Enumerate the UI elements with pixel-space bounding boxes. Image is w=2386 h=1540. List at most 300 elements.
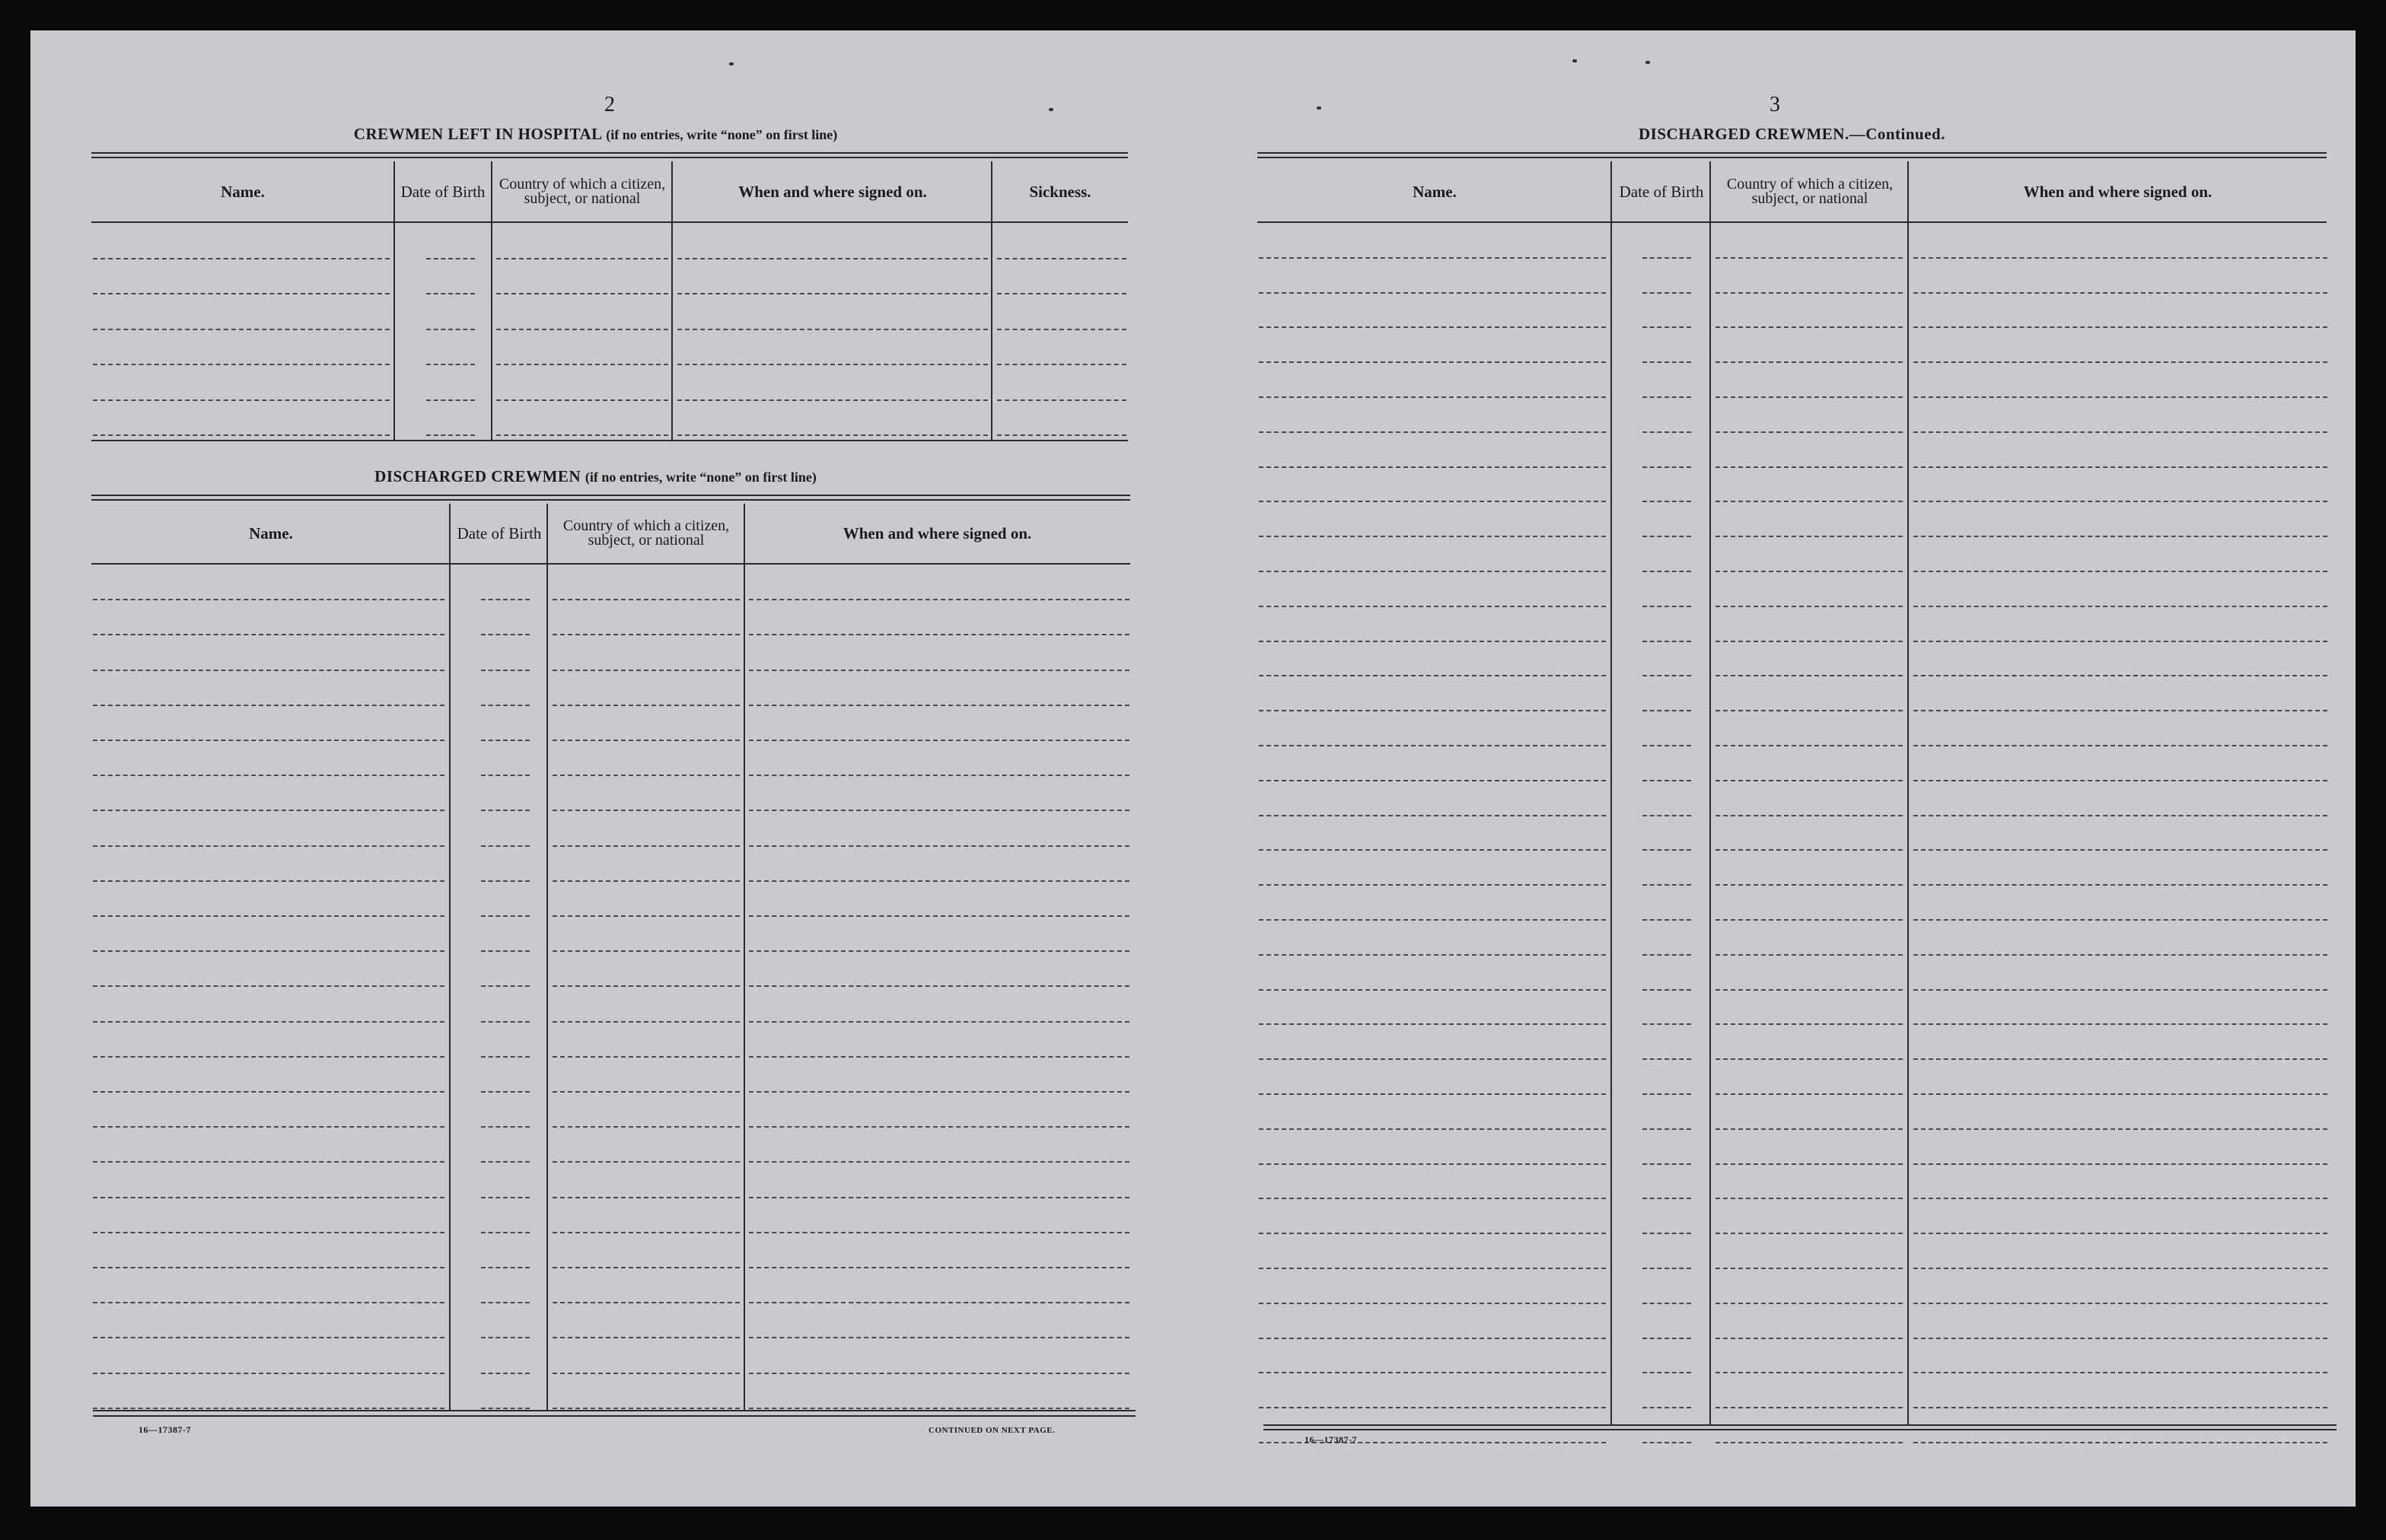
blank-entry-line [553,1373,740,1374]
blank-entry-line [1913,780,2327,781]
blank-entry-line [1715,815,1903,816]
column-divider [1610,161,1612,1424]
blank-entry-line [1259,606,1606,607]
blank-entry-line [93,1197,444,1198]
blank-entry-line [749,1197,1129,1198]
blank-entry-line [749,1126,1129,1128]
blank-entry-line [496,329,668,330]
blank-entry-line [553,1126,740,1128]
blank-entry-line [677,293,988,294]
blank-entry-line [1913,326,2327,328]
blank-entry-line [93,399,390,401]
blank-entry-line [1642,431,1691,433]
blank-entry-line [481,599,530,600]
blank-entry-line [1259,1058,1606,1060]
blank-entry-line [1913,710,2327,711]
rule [91,221,1128,223]
blank-entry-line [1642,466,1691,468]
blank-entry-line [1913,815,2327,816]
blank-entry-line [1259,1407,1606,1408]
blank-entry-line [1913,396,2327,398]
blank-entry-line [481,1161,530,1163]
blank-entry-line [1259,641,1606,642]
blank-entry-line [481,670,530,671]
blank-entry-line [93,775,444,776]
blank-entry-line [481,950,530,952]
blank-entry-line [481,1337,530,1338]
column-header-name: Name. [1413,183,1457,201]
blank-entry-line [1715,710,1903,711]
blank-entry-line [749,985,1129,987]
blank-entry-line [93,845,444,847]
blank-entry-line [1715,571,1903,572]
blank-entry-line [1259,1233,1606,1234]
blank-entry-line [93,599,444,600]
blank-entry-line [93,1337,444,1338]
speck [1049,108,1053,111]
blank-entry-line [1259,1372,1606,1373]
rule [93,1410,1136,1411]
blank-entry-line [93,1091,444,1093]
blank-entry-line [1642,849,1691,851]
blank-entry-line [481,1197,530,1198]
blank-entry-line [553,740,740,741]
blank-entry-line [1259,884,1606,886]
blank-entry-line [481,1232,530,1233]
blank-entry-line [1715,1058,1903,1060]
blank-entry-line [553,599,740,600]
blank-entry-line [1913,849,2327,851]
blank-entry-line [1642,1372,1691,1373]
blank-entry-line [749,1056,1129,1058]
blank-entry-line [677,329,988,330]
blank-entry-line [481,915,530,917]
blank-entry-line [1642,1198,1691,1199]
blank-entry-line [997,293,1126,294]
blank-entry-line [749,880,1129,882]
rule [1263,1429,2337,1430]
blank-entry-line [1913,431,2327,433]
blank-entry-line [553,670,740,671]
blank-entry-line [1715,361,1903,363]
blank-entry-line [1259,1303,1606,1304]
blank-entry-line [749,950,1129,952]
blank-entry-line [93,1267,444,1268]
blank-entry-line [481,985,530,987]
blank-entry-line [426,329,475,330]
blank-entry-line [93,1232,444,1233]
blank-entry-line [93,670,444,671]
blank-entry-line [553,1021,740,1023]
blank-entry-line [93,364,390,365]
blank-entry-line [997,399,1126,401]
blank-entry-line [1715,257,1903,259]
blank-entry-line [1259,989,1606,991]
blank-entry-line [1259,571,1606,572]
blank-entry-line [1642,745,1691,746]
blank-entry-line [749,634,1129,635]
blank-entry-line [481,1408,530,1409]
column-header-date-of-birth: Date of Birth [1619,183,1704,201]
blank-entry-line [1642,1407,1691,1408]
blank-entry-line [1715,1198,1903,1199]
blank-entry-line [93,1408,444,1409]
blank-entry-line [677,258,988,259]
blank-entry-line [1715,1303,1903,1304]
blank-entry-line [1259,361,1606,363]
blank-entry-line [1913,361,2327,363]
blank-entry-line [1642,1163,1691,1165]
blank-entry-line [1913,884,2327,886]
page-number-left: 2 [604,93,615,116]
blank-entry-line [749,1091,1129,1093]
blank-entry-line [481,1302,530,1303]
blank-entry-line [1913,257,2327,259]
blank-entry-line [1259,1023,1606,1025]
blank-entry-line [1715,1023,1903,1025]
blank-entry-line [93,634,444,635]
column-divider [1907,161,1909,1424]
blank-entry-line [1259,815,1606,816]
blank-entry-line [749,1161,1129,1163]
blank-entry-line [481,1373,530,1374]
hospital-title-note: (if no entries, write “none” on first line) [606,127,838,142]
blank-entry-line [749,1408,1129,1409]
blank-entry-line [1715,466,1903,468]
blank-entry-line [1642,780,1691,781]
blank-entry-line [1259,396,1606,398]
blank-entry-line [1715,675,1903,676]
hospital-title-text: CREWMEN LEFT IN HOSPITAL [353,125,602,143]
blank-entry-line [1642,1442,1691,1443]
blank-entry-line [1642,501,1691,502]
blank-entry-line [1642,361,1691,363]
blank-entry-line [1913,1163,2327,1165]
blank-entry-line [481,1056,530,1058]
discharged-section-title [91,467,1100,486]
discharged-continued-title: DISCHARGED CREWMEN.—Continued. [1639,125,1945,143]
blank-entry-line [1913,606,2327,607]
column-header-date-of-birth: Date of Birth [457,524,542,542]
blank-entry-line [93,950,444,952]
blank-entry-line [496,434,668,436]
blank-entry-line [1259,466,1606,468]
blank-entry-line [1642,989,1691,991]
blank-entry-line [1913,1093,2327,1095]
blank-entry-line [553,1408,740,1409]
column-header-name: Name. [249,524,293,542]
blank-entry-line [1913,1023,2327,1025]
blank-entry-line [496,399,668,401]
blank-entry-line [553,810,740,811]
blank-entry-line [93,1056,444,1058]
blank-entry-line [1642,884,1691,886]
blank-entry-line [1642,571,1691,572]
blank-entry-line [1259,1093,1606,1095]
column-divider [991,161,992,440]
form-number-left: 16—17387-7 [139,1424,191,1435]
blank-entry-line [1913,466,2327,468]
blank-entry-line [1913,954,2327,956]
blank-entry-line [1913,1198,2327,1199]
blank-entry-line [1642,1303,1691,1304]
blank-entry-line [749,1021,1129,1023]
rule [91,152,1128,154]
blank-entry-line [1715,884,1903,886]
blank-entry-line [1259,780,1606,781]
blank-entry-line [1259,431,1606,433]
column-header-signed-on: When and where signed on. [2023,183,2212,201]
blank-entry-line [1913,1128,2327,1130]
column-header-sickness: Sickness. [1029,183,1091,201]
column-divider [1709,161,1711,1424]
rule [93,1415,1136,1417]
blank-entry-line [481,880,530,882]
blank-entry-line [1715,1233,1903,1234]
blank-entry-line [1642,1023,1691,1025]
blank-entry-line [1642,536,1691,537]
blank-entry-line [1715,1093,1903,1095]
rule [1257,152,2327,154]
hospital-section-title [91,125,1100,144]
rule [91,499,1130,501]
blank-entry-line [553,634,740,635]
rule [91,440,1128,441]
blank-entry-line [426,293,475,294]
rule [91,563,1130,565]
blank-entry-line [553,705,740,706]
rule [1257,157,2327,158]
blank-entry-line [553,1267,740,1268]
blank-entry-line [553,985,740,987]
column-divider [744,504,745,1411]
blank-entry-line [93,293,390,294]
blank-entry-line [1715,745,1903,746]
blank-entry-line [1259,919,1606,921]
blank-entry-line [1715,1338,1903,1339]
blank-entry-line [1715,780,1903,781]
form-number-right: 16—17387-7 [1304,1434,1357,1445]
blank-entry-line [749,670,1129,671]
blank-entry-line [1715,1407,1903,1408]
blank-entry-line [553,845,740,847]
column-header-name: Name. [221,183,265,201]
column-divider [546,504,548,1411]
blank-entry-line [1715,1442,1903,1443]
blank-entry-line [481,1267,530,1268]
blank-entry-line [481,740,530,741]
blank-entry-line [1642,292,1691,294]
blank-entry-line [749,599,1129,600]
discharged-title-text: DISCHARGED CREWMEN [374,467,581,485]
blank-entry-line [1913,675,2327,676]
blank-entry-line [1642,606,1691,607]
blank-entry-line [1715,606,1903,607]
blank-entry-line [1715,919,1903,921]
blank-entry-line [1715,501,1903,502]
blank-entry-line [93,810,444,811]
blank-entry-line [93,329,390,330]
blank-entry-line [1715,536,1903,537]
blank-entry-line [553,775,740,776]
blank-entry-line [1913,641,2327,642]
column-header-signed-on: When and where signed on. [843,524,1032,542]
blank-entry-line [93,740,444,741]
speck [1317,107,1321,110]
rule [1263,1424,2337,1426]
blank-entry-line [1913,1268,2327,1269]
page-number-right: 3 [1770,93,1780,116]
blank-entry-line [1259,1198,1606,1199]
blank-entry-line [1913,536,2327,537]
column-header-country: Country of which a citizen, subject, or national [562,517,730,549]
blank-entry-line [1715,641,1903,642]
blank-entry-line [1715,954,1903,956]
blank-entry-line [749,1373,1129,1374]
blank-entry-line [1715,1372,1903,1373]
blank-entry-line [749,1232,1129,1233]
blank-entry-line [93,434,390,436]
blank-entry-line [1913,292,2327,294]
blank-entry-line [553,915,740,917]
blank-entry-line [1259,536,1606,537]
blank-entry-line [1259,501,1606,502]
blank-entry-line [496,258,668,259]
column-header-date-of-birth: Date of Birth [400,183,486,201]
speck [1645,61,1650,64]
blank-entry-line [1642,675,1691,676]
blank-entry-line [1715,292,1903,294]
blank-entry-line [1259,954,1606,956]
blank-entry-line [481,775,530,776]
blank-entry-line [426,258,475,259]
blank-entry-line [1715,1268,1903,1269]
blank-entry-line [749,775,1129,776]
blank-entry-line [93,1021,444,1023]
blank-entry-line [997,329,1126,330]
column-header-country: Country of which a citizen, subject, or national [499,176,666,207]
column-divider [393,161,395,440]
blank-entry-line [93,1161,444,1163]
blank-entry-line [553,950,740,952]
blank-entry-line [1259,849,1606,851]
blank-entry-line [1642,257,1691,259]
blank-entry-line [93,705,444,706]
blank-entry-line [553,880,740,882]
blank-entry-line [553,1302,740,1303]
blank-entry-line [426,364,475,365]
blank-entry-line [1259,710,1606,711]
blank-entry-line [677,364,988,365]
blank-entry-line [1259,675,1606,676]
blank-entry-line [1913,1058,2327,1060]
blank-entry-line [496,293,668,294]
form-sheet [30,30,2356,1507]
blank-entry-line [1913,1372,2327,1373]
blank-entry-line [1259,292,1606,294]
blank-entry-line [1715,326,1903,328]
blank-entry-line [1642,326,1691,328]
blank-entry-line [1913,745,2327,746]
blank-entry-line [553,1337,740,1338]
blank-entry-line [1913,1338,2327,1339]
blank-entry-line [749,705,1129,706]
speck [1572,59,1577,62]
blank-entry-line [749,845,1129,847]
blank-entry-line [677,434,988,436]
blank-entry-line [553,1197,740,1198]
blank-entry-line [1259,326,1606,328]
blank-entry-line [1642,1268,1691,1269]
blank-entry-line [1259,1268,1606,1269]
blank-entry-line [426,434,475,436]
blank-entry-line [1642,1058,1691,1060]
blank-entry-line [1913,989,2327,991]
blank-entry-line [1715,1128,1903,1130]
blank-entry-line [1913,1407,2327,1408]
column-header-country: Country of which a citizen, subject, or national [1726,176,1894,207]
blank-entry-line [553,1161,740,1163]
rule [1257,221,2327,223]
blank-entry-line [481,705,530,706]
blank-entry-line [1715,396,1903,398]
blank-entry-line [1913,1442,2327,1443]
discharged-title-note: (if no entries, write “none” on first line) [585,469,817,485]
blank-entry-line [426,399,475,401]
blank-entry-line [1642,641,1691,642]
blank-entry-line [481,845,530,847]
blank-entry-line [481,1021,530,1023]
blank-entry-line [997,258,1126,259]
blank-entry-line [93,915,444,917]
blank-entry-line [1642,1093,1691,1095]
blank-entry-line [997,434,1126,436]
rule [91,157,1128,158]
blank-entry-line [93,1373,444,1374]
blank-entry-line [1642,1128,1691,1130]
blank-entry-line [749,740,1129,741]
blank-entry-line [749,915,1129,917]
blank-entry-line [553,1091,740,1093]
blank-entry-line [496,364,668,365]
blank-entry-line [1642,710,1691,711]
column-header-signed-on: When and where signed on. [738,183,927,201]
blank-entry-line [1913,501,2327,502]
blank-entry-line [1715,849,1903,851]
blank-entry-line [93,258,390,259]
blank-entry-line [1715,989,1903,991]
blank-entry-line [93,1302,444,1303]
blank-entry-line [997,364,1126,365]
blank-entry-line [1913,1233,2327,1234]
blank-entry-line [749,1337,1129,1338]
blank-entry-line [481,1091,530,1093]
blank-entry-line [749,810,1129,811]
blank-entry-line [1913,1303,2327,1304]
speck [729,62,734,65]
blank-entry-line [1715,431,1903,433]
blank-entry-line [1642,954,1691,956]
blank-entry-line [1642,919,1691,921]
blank-entry-line [1913,919,2327,921]
continued-note: CONTINUED ON NEXT PAGE. [929,1426,1056,1435]
blank-entry-line [481,1126,530,1128]
blank-entry-line [93,985,444,987]
blank-entry-line [1259,1338,1606,1339]
column-divider [671,161,673,440]
blank-entry-line [1259,1163,1606,1165]
blank-entry-line [1259,745,1606,746]
